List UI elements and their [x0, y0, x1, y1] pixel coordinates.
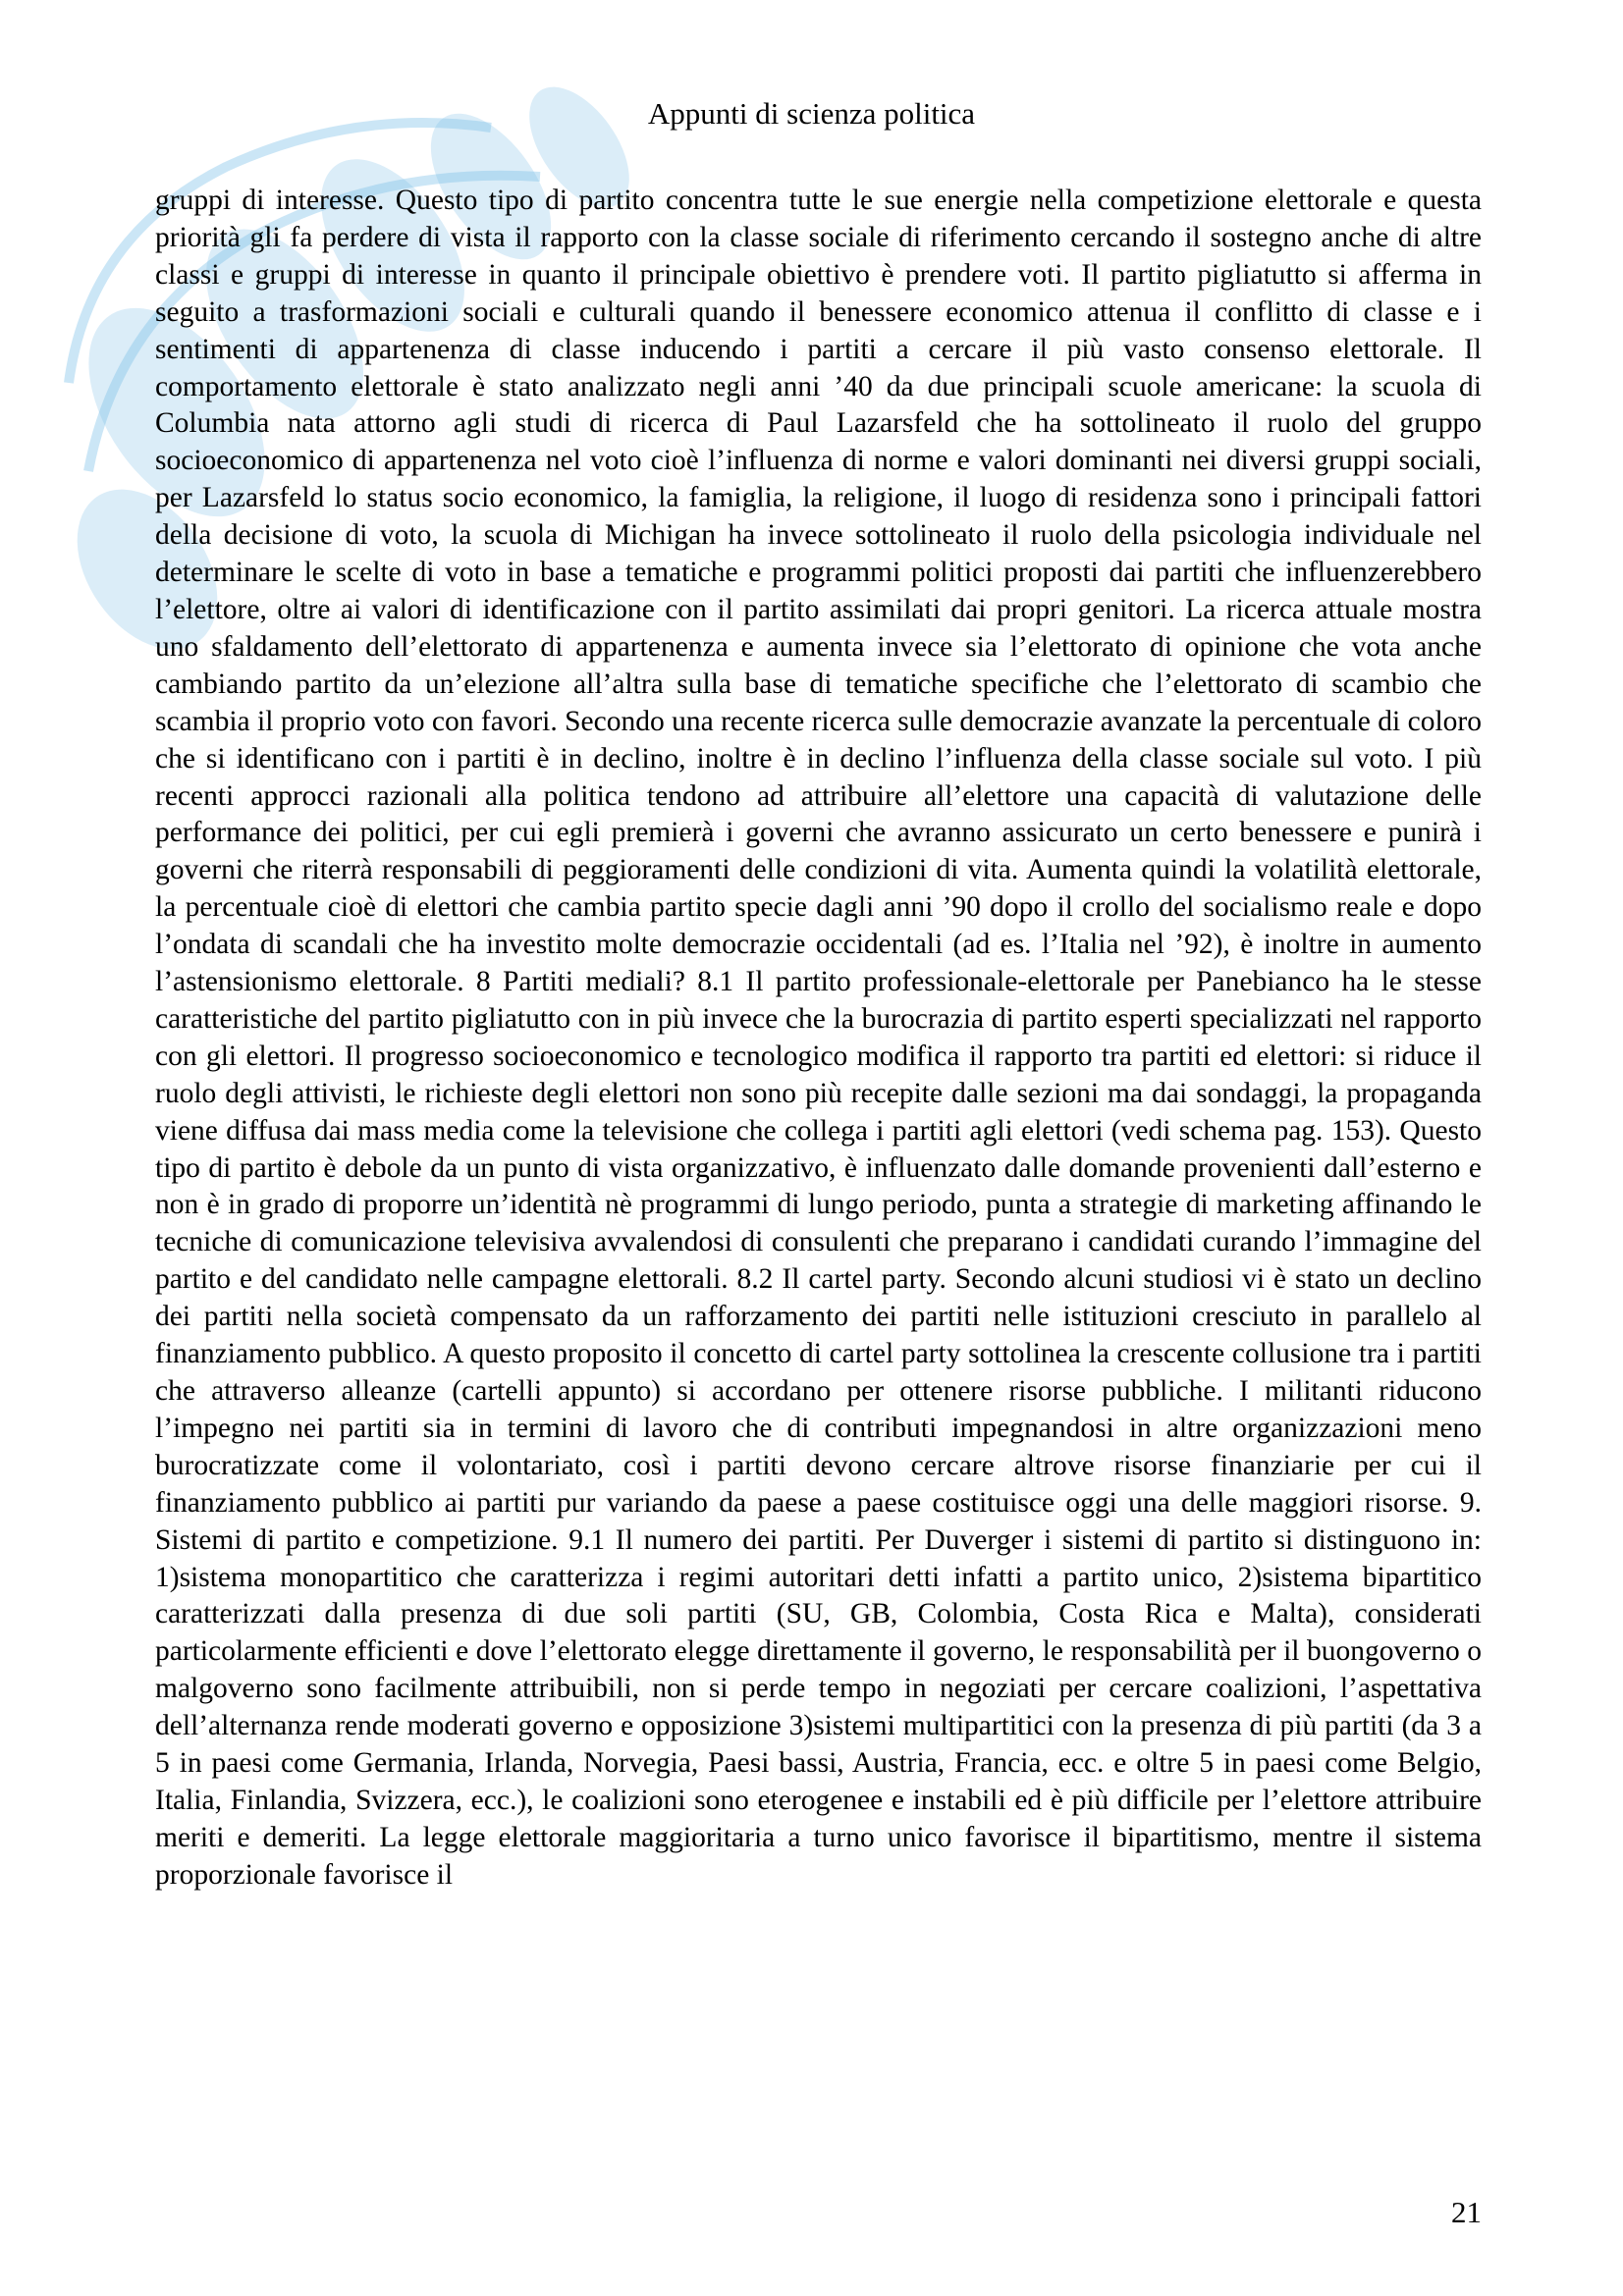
page-number: 21	[1451, 2195, 1482, 2229]
page-header-title: Appunti di scienza politica	[647, 96, 976, 131]
body-paragraph: gruppi di interesse. Questo tipo di partito concentra tutte le sue energie nella competizione elettorale e questa priorità gli fa perdere di vista il rapporto con la classe sociale di riferimento cercando il sostegno anche di altre classi e gruppi di interesse in quanto il principale obiettivo è prendere voti. Il partito pigliatutto si afferma in seguito a trasformazioni sociali e culturali quando il benessere economico attenua il conflitto di classe e i sentimenti di appartenenza di classe inducendo i partiti a cercare il più vasto consenso elettorale. Il comportamento elettorale è stato analizzato negli anni ’40 da due principali scuole americane: la scuola di Columbia nata attorno agli studi di ricerca di Paul Lazarsfeld che ha sottolineato il ruolo del gruppo socioeconomico di appartenenza nel voto cioè l’influenza di norme e valori dominanti nei diversi gruppi sociali, per Lazarsfeld lo status socio economico, la famiglia, la religione, il luogo di residenza sono i principali fattori della decisione di voto, la scuola di Michigan ha invece sottolineato il ruolo della psicologia individuale nel determinare le scelte di voto in base a tematiche e programmi politici proposti dai partiti che influenzerebbero l’elettore, oltre ai valori di identificazione con il partito assimilati dai propri genitori. La ricerca attuale mostra uno sfaldamento dell’elettorato di appartenenza e aumenta invece sia l’elettorato di opinione che vota anche cambiando partito da un’elezione all’altra sulla base di tematiche specifiche che l’elettorato di scambio che scambia il proprio voto con favori. Secondo una recente ricerca sulle democrazie avanzate la percentuale di coloro che si identificano con i partiti è in declino, inoltre è in declino l’influenza della classe sociale sul voto. I più recenti approcci razionali alla politica tendono ad attribuire all’elettore una capacità di valutazione delle performance dei politici, per cui egli premierà i governi che avranno assicurato un certo benessere e punirà i governi che riterrà responsabili di peggioramenti delle condizioni di vita. Aumenta quindi la volatilità elettorale, la percentuale cioè di elettori che cambia partito specie dagli anni ’90 dopo il crollo del socialismo reale e dopo l’ondata di scandali che ha investito molte democrazie occidentali (ad es. l’Italia nel ’92), è inoltre in aumento l’astensionismo elettorale. 8 Partiti mediali? 8.1 Il partito professionale-elettorale per Panebianco ha le stesse caratteristiche del partito pigliatutto con in più invece che la burocrazia di partito esperti specializzati nel rapporto con gli elettori. Il progresso socioeconomico e tecnologico modifica il rapporto tra partiti ed elettori: si riduce il ruolo degli attivisti, le richieste degli elettori non sono più recepite dalle sezioni ma dai sondaggi, la propaganda viene diffusa dai mass media come la televisione che collega i partiti agli elettori (vedi schema pag. 153). Questo tipo di partito è debole da un punto di vista organizzativo, è influenzato dalle domande provenienti dall’esterno e non è in grado di proporre un’identità nè programmi di lungo periodo, punta a strategie di marketing affinando le tecniche di comunicazione televisiva avvalendosi di consulenti che preparano i candidati curando l’immagine del partito e del candidato nelle campagne elettorali. 8.2 Il cartel party. Secondo alcuni studiosi vi è stato un declino dei partiti nella società compensato da un rafforzamento dei partiti nelle istituzioni cresciuto in parallelo al finanziamento pubblico. A questo proposito il concetto di cartel party sottolinea la crescente collusione tra i partiti che attraverso alleanze (cartelli appunto) si accordano per ottenere risorse pubbliche. I militanti riducono l’impegno nei partiti sia in termini di lavoro che di contributi impegnandosi in altre organizzazioni meno burocratizzate come il volontariato, così i partiti devono cercare altrove risorse finanziarie per cui il finanziamento pubblico ai partiti pur variando da paese a paese costituisce oggi una delle maggiori risorse. 9. Sistemi di partito e competizione. 9.1 Il numero dei partiti. Per Duverger i sistemi di partito si distinguono in: 1)sistema monopartitico che caratterizza i regimi autoritari detti infatti a partito unico, 2)sistema bipartitico caratterizzati dalla presenza di due soli partiti (SU, GB, Colombia, Costa Rica e Malta), considerati particolarmente efficienti e dove l’elettorato elegge direttamente il governo, le responsabilità per il buongoverno o malgoverno sono facilmente attribuibili, non si perde tempo in negoziati per cercare coalizioni, l’aspettativa dell’alternanza rende moderati governo e opposizione 3)sistemi multipartitici con la presenza di più partiti (da 3 a 5 in paesi come Germania, Irlanda, Norvegia, Paesi bassi, Austria, Francia, ecc. e oltre 5 in paesi come Belgio, Italia, Finlandia, Svizzera, ecc.), le coalizioni sono eterogenee e instabili ed è più difficile per l’elettore attribuire meriti e demeriti. La legge elettorale maggioritaria a turno unico favorisce il bipartitismo, mentre il sistema proporzionale favorisce il	[155, 185, 1482, 1891]
